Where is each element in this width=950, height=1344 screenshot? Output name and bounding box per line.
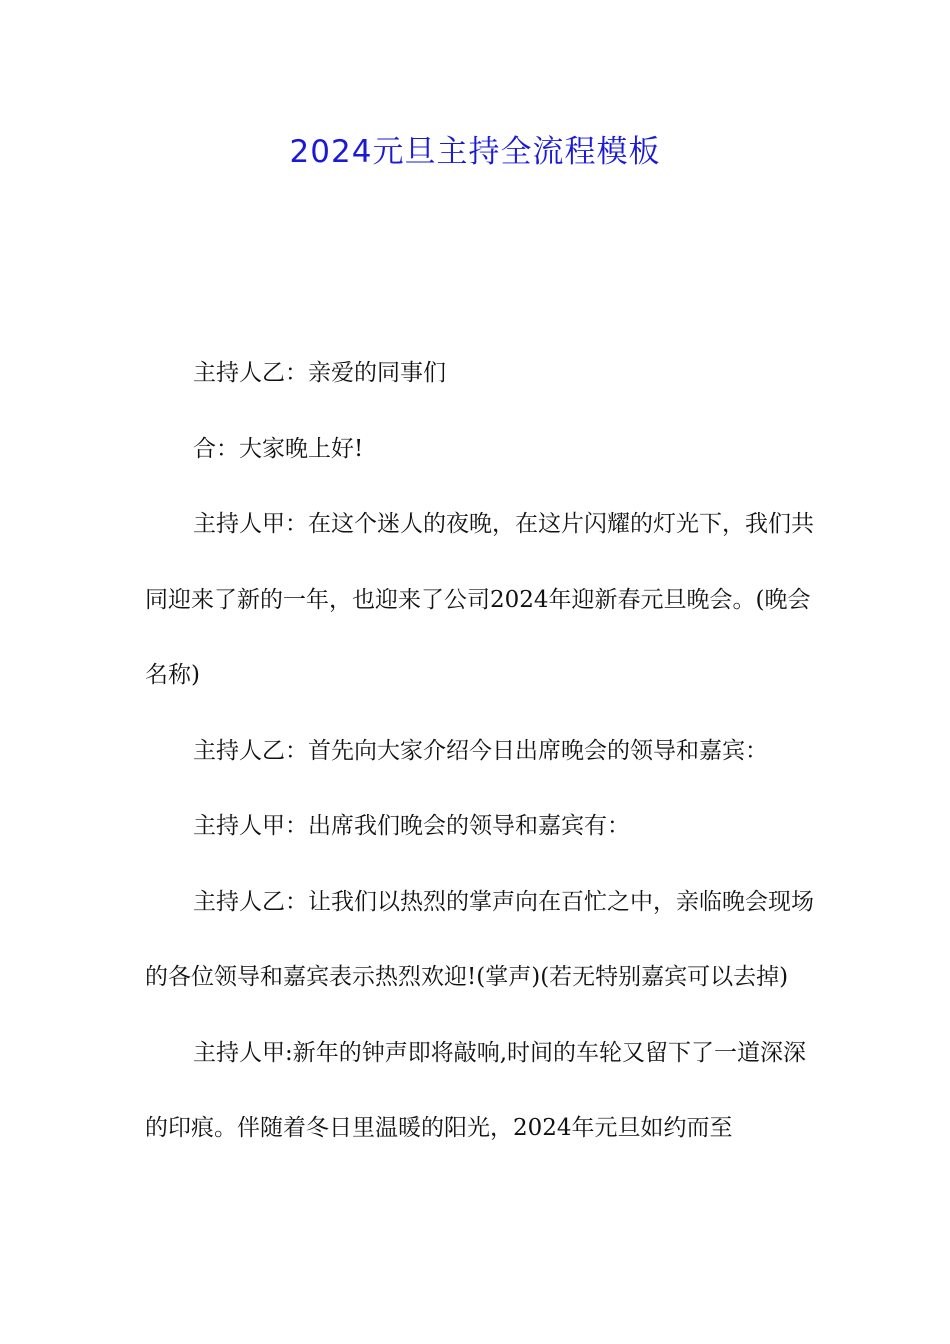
- paragraph-host-b-welcome: 主持人乙：让我们以热烈的掌声向在百忙之中，亲临晚会现场的各位领导和嘉宾表示热烈欢迎!(掌声)(若无特别嘉宾可以去掉): [145, 888, 814, 990]
- paragraph-host-a-new-year: 主持人甲:新年的钟声即将敲响,时间的车轮又留下了一道深深的印痕。伴随着冬日里温暖的阳光，2024年元旦如约而至: [145, 1039, 807, 1141]
- paragraph-host-b-introduction: 主持人乙：首先向大家介绍今日出席晚会的领导和嘉宾：: [193, 737, 768, 764]
- document-title: 2024元旦主持全流程模板: [289, 134, 661, 170]
- paragraph-together-greeting: 合：大家晚上好!: [193, 435, 364, 462]
- paragraph-host-b-greeting: 主持人乙：亲爱的同事们: [193, 360, 446, 386]
- paragraph-host-a-guests: 主持人甲：出席我们晚会的领导和嘉宾有：: [193, 813, 630, 839]
- document-body: [145, 336, 817, 1167]
- paragraph-host-a-opening: 主持人甲：在这个迷人的夜晚，在这片闪耀的灯光下，我们共同迎来了新的一年，也迎来了公司2024年迎新春元旦晚会。(晚会名称): [145, 511, 814, 688]
